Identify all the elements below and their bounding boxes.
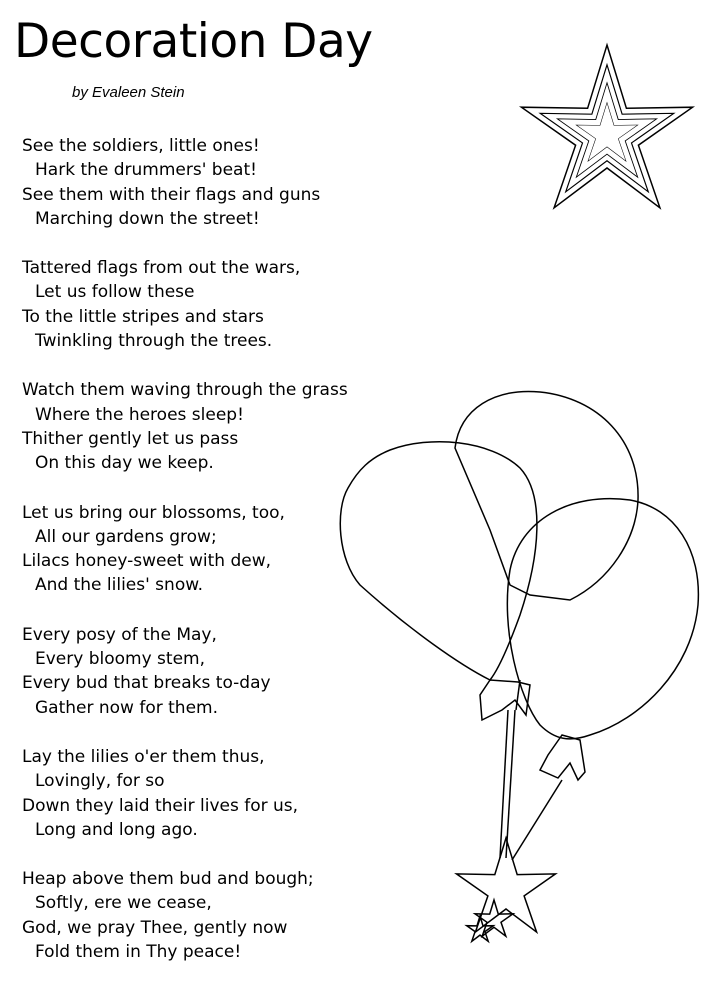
poem-line: All our gardens grow; xyxy=(35,526,217,547)
poem-line: Softly, ere we cease, xyxy=(35,893,212,914)
stanza xyxy=(22,134,392,231)
poem-line: See them with their flags and guns xyxy=(22,184,321,205)
poem-line: Twinkling through the trees. xyxy=(35,331,273,352)
poem-line: God, we pray Thee, gently now xyxy=(22,917,288,938)
poem-line: On this day we keep. xyxy=(35,453,214,474)
poem-line: Lay the lilies o'er them thus, xyxy=(22,746,265,767)
poem-line: Lilacs honey-sweet with dew, xyxy=(22,551,272,572)
poem-line: Lovingly, for so xyxy=(35,771,165,792)
balloon-knot xyxy=(540,735,585,780)
poem-line: Where the heroes sleep! xyxy=(35,404,244,425)
poem-line: Long and long ago. xyxy=(35,819,198,840)
star-outline-outer xyxy=(521,45,692,208)
poem-line: Let us bring our blossoms, too, xyxy=(22,502,285,523)
poem-line: Hark the drummers' beat! xyxy=(35,160,257,181)
poem-line: And the lilies' snow. xyxy=(35,575,203,596)
poem-author: by Evaleen Stein xyxy=(72,84,185,101)
poem-title: Decoration Day xyxy=(14,14,373,69)
balloon-bunch-icon xyxy=(330,380,710,950)
poem-line: See the soldiers, little ones! xyxy=(22,136,260,156)
balloon-knot xyxy=(480,680,530,720)
nested-star-icon xyxy=(510,40,710,220)
star-outline-3 xyxy=(557,83,656,177)
poem-line: Thither gently let us pass xyxy=(22,428,239,449)
poem-line: Marching down the street! xyxy=(35,208,260,229)
poem-line: To the little stripes and stars xyxy=(22,306,264,327)
poem-line: Gather now for them. xyxy=(35,697,219,718)
poem-line: Tattered flags from out the wars, xyxy=(22,258,301,279)
star-outline-inner xyxy=(576,103,638,162)
poem-line: Down they laid their lives for us, xyxy=(22,795,299,816)
balloon-string xyxy=(512,780,562,860)
balloon-left xyxy=(340,442,537,680)
poem-line: Let us follow these xyxy=(35,282,195,303)
poem-line: Every bud that breaks to-day xyxy=(22,673,271,694)
poem-line: Watch them waving through the grass xyxy=(22,380,348,401)
stanza xyxy=(22,256,392,353)
poem-line: Every posy of the May, xyxy=(22,624,217,645)
poem-line: Fold them in Thy peace! xyxy=(35,942,242,963)
poem-line: Heap above them bud and bough; xyxy=(22,869,314,890)
balloon-back xyxy=(455,391,638,600)
poem-line: Every bloomy stem, xyxy=(35,649,205,670)
